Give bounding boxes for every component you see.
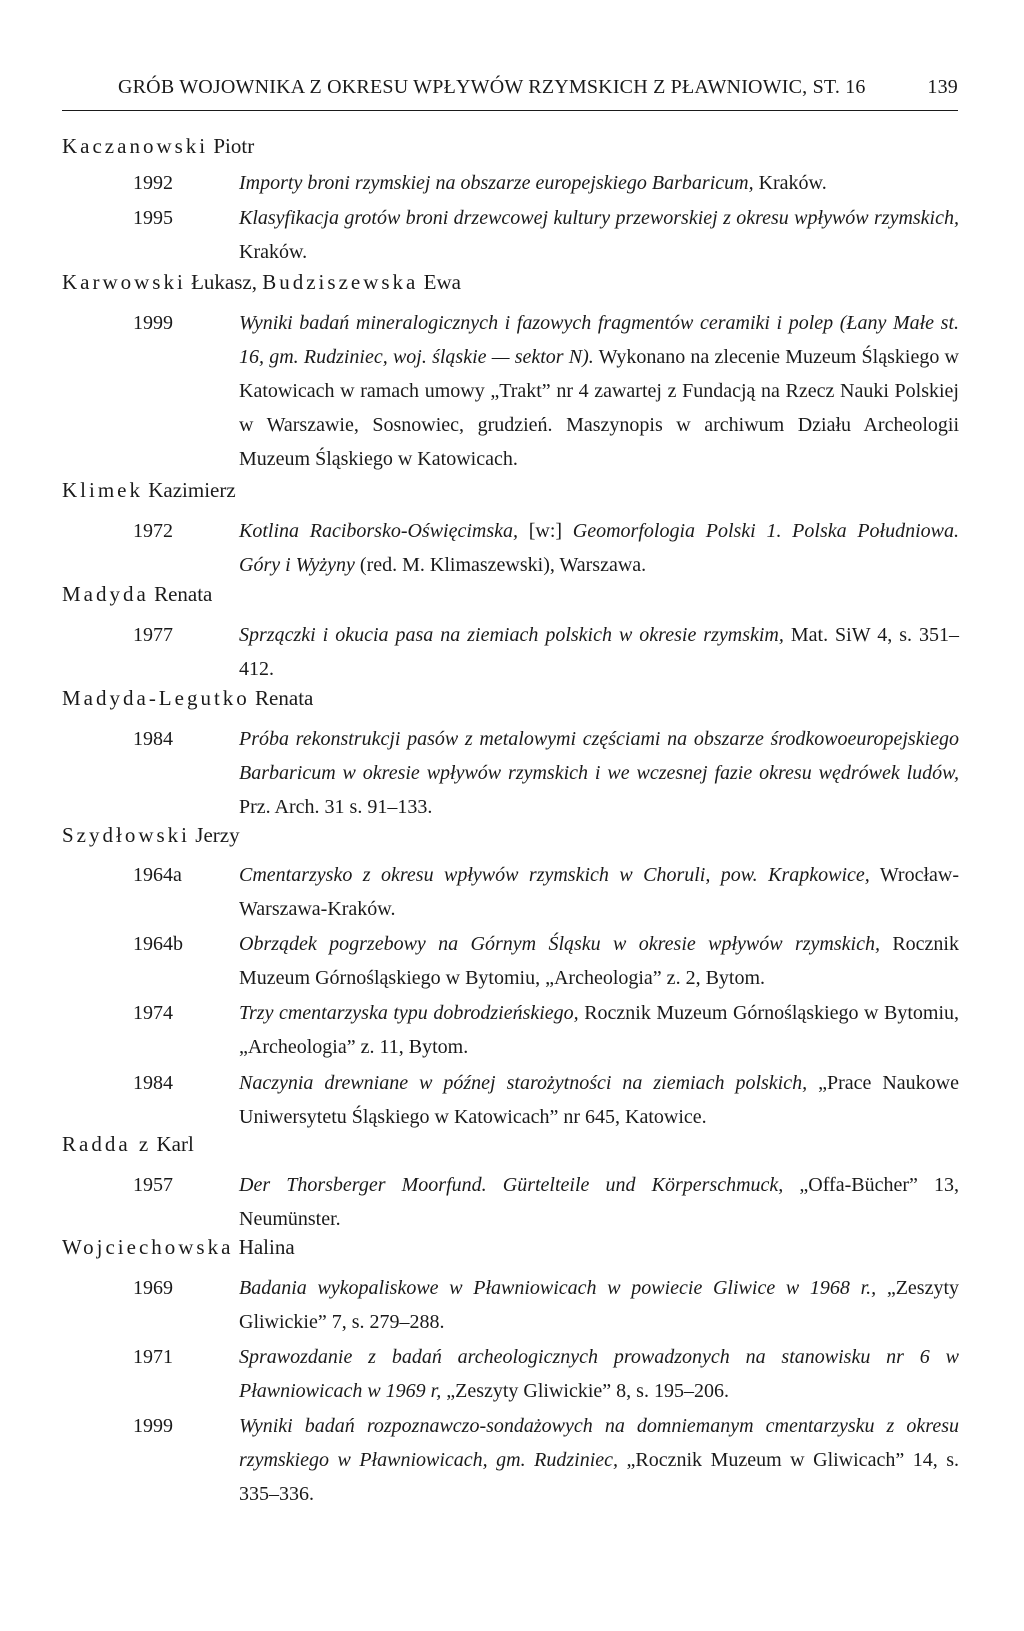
reference-year: 1984: [133, 728, 173, 750]
reference-year: 1971: [133, 1346, 173, 1368]
author-heading: Madyda Renata: [62, 582, 213, 606]
reference-text: Importy broni rzymskiej na obszarze europejskiego Barbaricum, Kraków.: [239, 172, 827, 194]
reference-text: Badania wykopaliskowe w Pławniowicach w powiecie Gliwice w 1968 r., „Zeszyty Gliwickie” 7, s. 279–288.: [239, 1277, 960, 1333]
reference-year: 1974: [133, 1002, 173, 1024]
reference-year: 1964a: [133, 864, 182, 886]
author-heading: Karwowski Łukasz, Budziszewska Ewa: [62, 270, 461, 294]
reference-year: 1972: [133, 520, 173, 542]
reference-text: Wyniki badań mineralogicznych i fazowych fragmentów ceramiki i polep (Łany Małe st. 16, gm. Rudziniec, woj. śląskie — sektor N). Wykonano na zlecenie Muzeum Śląskiego w Katowicach w ramach umowy „Trakt” nr 4 zawartej z Fundacją na Rzecz Nauki Polskiej w Warszawie, Sosnowiec, grudzień. Maszynopis w archiwum Działu Archeologii Muzeum Śląskiego w Katowicach.: [239, 312, 959, 470]
reference-year: 1995: [133, 207, 173, 229]
author-heading: Szydłowski Jerzy: [62, 823, 240, 847]
reference-text: Obrządek pogrzebowy na Górnym Śląsku w okresie wpływów rzymskich, Rocznik Muzeum Górnośląskiego w Bytomiu, „Archeologia” z. 2, Bytom.: [239, 933, 959, 989]
reference-text: Der Thorsberger Moorfund. Gürtelteile und Körperschmuck, „Offa-Bücher” 13, Neumünster.: [239, 1174, 959, 1230]
reference-text: Kotlina Raciborsko-Oświęcimska, [w:] Geomorfologia Polski 1. Polska Południowa. Góry i Wyżyny (red. M. Klimaszewski), Warszawa.: [239, 520, 959, 576]
reference-year: 1957: [133, 1174, 173, 1196]
page-number: 139: [927, 76, 958, 98]
reference-text: Sprawozdanie z badań archeologicznych prowadzonych na stanowisku nr 6 w Pławniowicach w 1969 r, „Zeszyty Gliwickie” 8, s. 195–206.: [239, 1346, 959, 1402]
reference-text: Cmentarzysko z okresu wpływów rzymskich w Choruli, pow. Krapkowice, Wrocław-Warszawa-Kraków.: [239, 864, 959, 920]
reference-text: Trzy cmentarzyska typu dobrodzieńskiego, Rocznik Muzeum Górnośląskiego w Bytomiu, „Archeologia” z. 11, Bytom.: [239, 1002, 960, 1058]
author-heading: Klimek Kazimierz: [62, 478, 236, 502]
author-heading: Kaczanowski Piotr: [62, 134, 255, 158]
reference-text: Sprzączki i okucia pasa na ziemiach polskich w okresie rzymskim, Mat. SiW 4, s. 351–412.: [239, 624, 959, 680]
reference-year: 1984: [133, 1072, 173, 1094]
running-header: [62, 70, 958, 111]
reference-text: Naczynia drewniane w późnej starożytności na ziemiach polskich, „Prace Naukowe Uniwersytetu Śląskiego w Katowicach” nr 645, Katowice.: [239, 1072, 959, 1128]
author-heading: Madyda-Legutko Renata: [62, 686, 314, 710]
author-heading: Radda z Karl: [62, 1132, 194, 1156]
reference-year: 1992: [133, 172, 173, 194]
running-title: GRÓB WOJOWNIKA Z OKRESU WPŁYWÓW RZYMSKICH Z PŁAWNIOWIC, ST. 16: [118, 76, 866, 98]
author-heading: Wojciechowska Halina: [62, 1235, 295, 1259]
reference-text: Klasyfikacja grotów broni drzewcowej kultury przeworskiej z okresu wpływów rzymskich, Kraków.: [239, 207, 959, 263]
reference-text: Wyniki badań rozpoznawczo-sondażowych na domniemanym cmentarzysku z okresu rzymskiego w Pławniowicach, gm. Rudziniec, „Rocznik Muzeum w Gliwicach” 14, s. 335–336.: [239, 1415, 960, 1505]
reference-year: 1999: [133, 312, 173, 334]
reference-year: 1977: [133, 624, 173, 646]
reference-year: 1999: [133, 1415, 173, 1437]
reference-year: 1969: [133, 1277, 173, 1299]
reference-text: Próba rekonstrukcji pasów z metalowymi częściami na obszarze środkowoeuropejskiego Barbaricum w okresie wpływów rzymskich i we wczesnej fazie okresu wędrówek ludów, Prz. Arch. 31 s. 91–133.: [239, 728, 959, 818]
reference-year: 1964b: [133, 933, 183, 955]
